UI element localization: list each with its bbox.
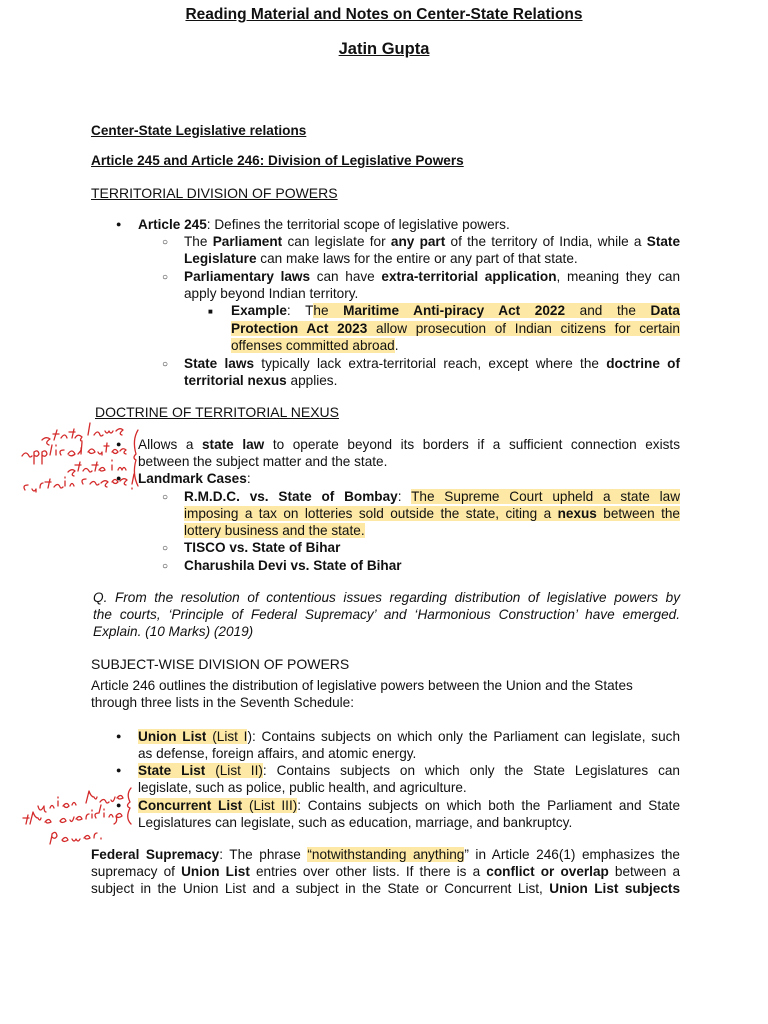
section-heading: Center-State Legislative relations [91, 123, 307, 138]
subject-heading: SUBJECT-WISE DIVISION OF POWERS [91, 656, 350, 672]
bullet-icon [116, 729, 121, 744]
circle-bullet-icon [162, 540, 168, 555]
state-laws-cont: territorial nexus applies. [184, 373, 338, 388]
case-charushila: Charushila Devi vs. State of Bihar [184, 558, 402, 573]
federal-supremacy-cont: supremacy of Union List entries over other lists. If there is a conflict or overlap between a [91, 864, 681, 879]
federal-supremacy-cont2: subject in the Union List and a subject in the State or Concurrent List, Union List subjects [91, 881, 680, 896]
state-list-cont: legislate, such as police, public health, and agriculture. [138, 780, 467, 795]
union-list-cont: as defense, foreign affairs, and atomic energy. [138, 746, 417, 761]
federal-supremacy-para: Federal Supremacy: The phrase “notwithstanding anything” in Article 246(1) emphasizes the [91, 847, 680, 862]
state-laws-point: State laws typically lack extra-territorial reach, except where the doctrine of [184, 356, 680, 371]
document-author: Jatin Gupta [338, 40, 430, 58]
example-point-cont: Protection Act 2023 allow prosecution of Indian citizens for certain [231, 321, 680, 336]
nexus-heading: DOCTRINE OF TERRITORIAL NEXUS [95, 404, 339, 420]
handwritten-note-state-laws [8, 418, 143, 500]
circle-bullet-icon [162, 489, 168, 504]
circle-bullet-icon [162, 356, 168, 371]
article-245-item: Article 245: Defines the territorial scope of legislative powers. [138, 217, 510, 232]
case-rmdc-cont2: lottery business and the state. [184, 523, 365, 538]
parliament-point: The Parliament can legislate for any part of the territory of India, while a State [184, 234, 681, 249]
bullet-icon [116, 763, 121, 778]
example-point-cont2: offenses committed abroad. [231, 338, 399, 353]
exam-question-line3: Explain. (10 Marks) (2019) [93, 624, 254, 639]
territorial-heading: TERRITORIAL DIVISION OF POWERS [91, 185, 338, 201]
nexus-definition: Allows a state law to operate beyond its borders if a sufficient connection exists [138, 437, 680, 452]
union-list-item: Union List (List I): Contains subjects on which only the Parliament can legislate, such [138, 729, 681, 744]
handwritten-note-union-power [14, 784, 139, 850]
parliament-point-cont: Legislature can make laws for the entire or any part of that state. [184, 251, 578, 266]
case-rmdc: R.M.D.C. vs. State of Bombay: The Supreme Court upheld a state law [184, 489, 681, 504]
article-heading: Article 245 and Article 246: Division of Legislative Powers [91, 153, 464, 168]
example-point: Example: The Maritime Anti-piracy Act 2022 and the Data [231, 303, 680, 318]
case-tisco: TISCO vs. State of Bihar [184, 540, 341, 555]
parliamentary-laws-point: Parliamentary laws can have extra-territorial application, meaning they can [184, 269, 680, 284]
document-title: Reading Material and Notes on Center-State Relations [185, 6, 583, 23]
subject-intro-cont: through three lists in the Seventh Schedule: [91, 695, 354, 710]
circle-bullet-icon [162, 234, 168, 249]
nexus-definition-cont: between the subject matter and the state. [138, 454, 388, 469]
subject-intro: Article 246 outlines the distribution of legislative powers between the Union and the States [91, 678, 633, 693]
state-list-item: State List (List II): Contains subjects on which only the State Legislatures can [138, 763, 680, 778]
case-rmdc-cont: imposing a tax on lotteries sold outside the state, citing a nexus between the [184, 506, 680, 521]
bullet-icon [116, 217, 121, 232]
concurrent-list-item: Concurrent List (List III): Contains subjects on which both the Parliament and State [138, 798, 680, 813]
circle-bullet-icon [162, 558, 168, 573]
exam-question-line2: the courts, ‘Principle of Federal Supremacy’ and ‘Harmonious Construction’ have emerged. [93, 607, 680, 622]
landmark-cases-label: Landmark Cases: [138, 471, 251, 486]
square-bullet-icon [208, 304, 213, 319]
concurrent-list-cont: Legislatures can legislate, such as education, marriage, and bankruptcy. [138, 815, 573, 830]
circle-bullet-icon [162, 269, 168, 284]
exam-question-line1: Q. From the resolution of contentious issues regarding distribution of legislative powers by [93, 590, 680, 605]
parliamentary-laws-cont: apply beyond Indian territory. [184, 286, 359, 301]
